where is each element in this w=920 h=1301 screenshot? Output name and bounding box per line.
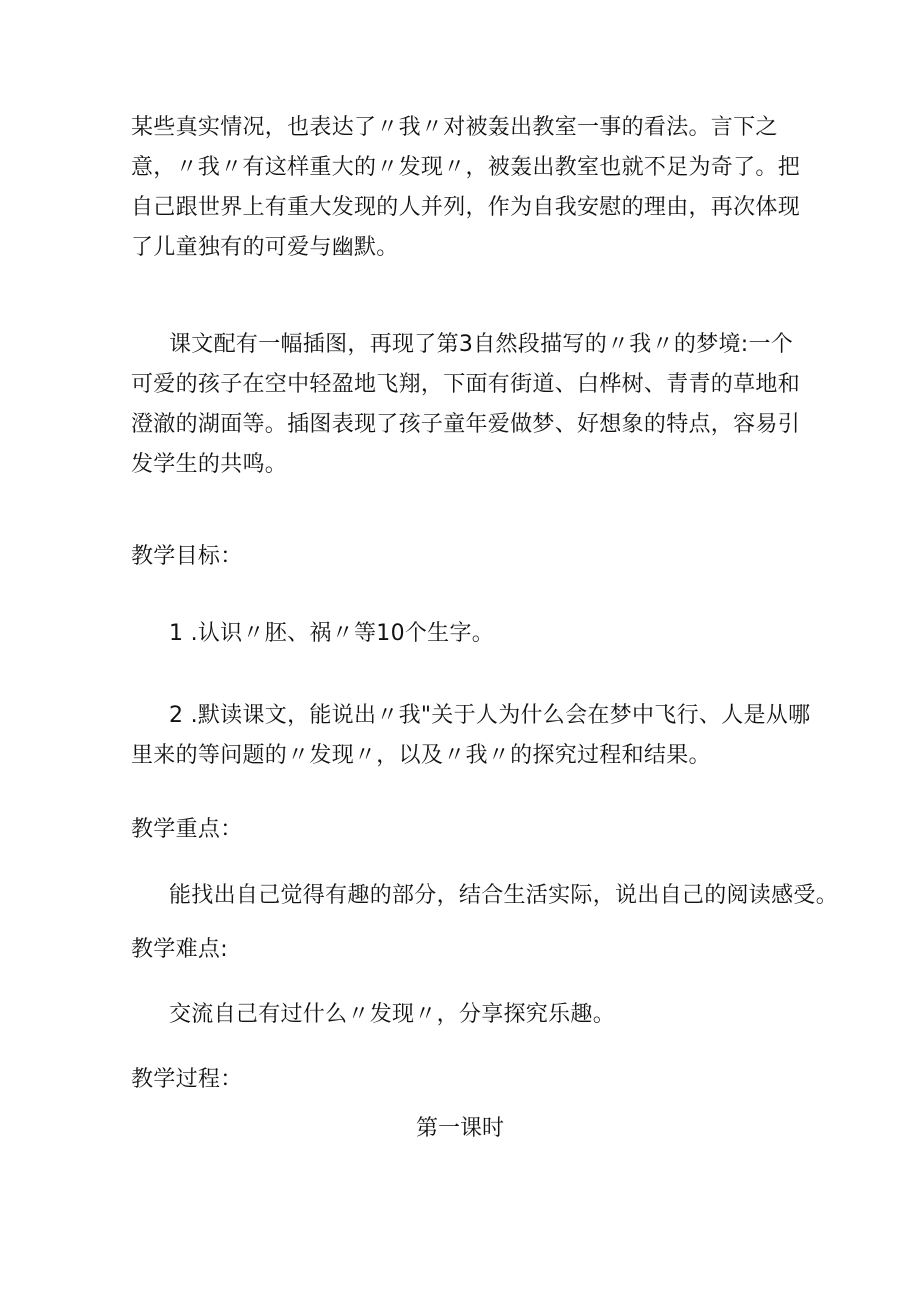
section-heading: 教学重点： — [131, 817, 243, 842]
heading-teaching-process — [131, 1060, 796, 1100]
paragraph-1 — [131, 108, 801, 268]
text-line: 交流自己有过什么〃发现〃，分享探究乐趣。 — [169, 1002, 616, 1027]
difficulty-text — [131, 995, 796, 1035]
heading-teaching-goals — [131, 537, 796, 577]
text-line: 课文配有一幅插图，再现了第3自然段描写的〃我〃的梦境:一个 — [169, 332, 794, 357]
text-line: 能找出自己觉得有趣的部分，结合生活实际，说出自己的阅读感受。 — [169, 883, 839, 908]
text-line: 某些真实情况，也表达了〃我〃对被轰出教室一事的看法。言下之 — [131, 115, 778, 140]
text-line: 澄澈的湖面等。插图表现了孩子童年爱做梦、好想象的特点，容易引 — [131, 412, 801, 437]
section-heading: 教学过程： — [131, 1067, 243, 1092]
text-line: 发学生的共鸣。 — [131, 452, 288, 477]
text-line: 可爱的孩子在空中轻盈地飞翔，下面有街道、白桦树、青青的草地和 — [131, 372, 801, 397]
list-item: 2 .默读课文，能说出〃我"关于人为什么会在梦中飞行、人是从哪 — [169, 703, 811, 728]
goal-item-1 — [131, 614, 796, 654]
focus-text — [131, 876, 839, 916]
list-item: 1 .认识〃胚、祸〃等10个生字。 — [169, 621, 495, 646]
list-item: 里来的等问题的〃发现〃，以及〃我〃的探究过程和结果。 — [131, 743, 711, 768]
heading-teaching-difficulty — [131, 930, 796, 970]
section-heading: 教学难点: — [131, 937, 228, 962]
heading-teaching-focus — [131, 810, 796, 850]
text-line: 自己跟世界上有重大发现的人并列，作为自我安慰的理由，再次体现 — [131, 195, 801, 220]
section-heading: 教学目标： — [131, 544, 243, 569]
text-line: 了儿童独有的可爱与幽默。 — [131, 235, 399, 260]
text-line: 意，〃我〃有这样重大的〃发现〃，被轰出教室也就不足为奇了。把 — [131, 155, 801, 180]
goal-item-2 — [131, 696, 811, 776]
lesson-title: 第一课时 — [415, 1116, 504, 1141]
paragraph-2 — [131, 325, 801, 485]
